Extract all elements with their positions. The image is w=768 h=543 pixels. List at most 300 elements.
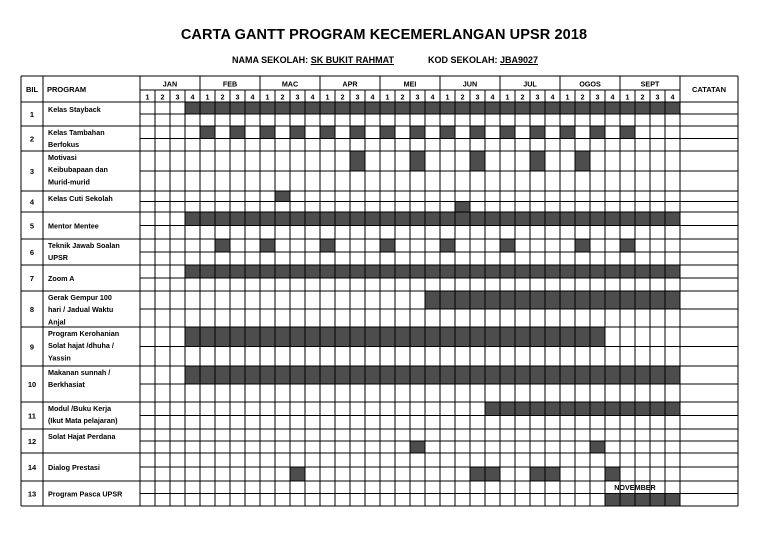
gantt-bar-cell bbox=[500, 402, 515, 416]
gantt-bar-cell bbox=[590, 102, 605, 114]
gantt-bar-cell bbox=[560, 212, 575, 226]
gantt-bar-cell bbox=[485, 327, 500, 347]
gantt-bar-cell bbox=[215, 265, 230, 278]
gantt-bar-cell bbox=[380, 239, 395, 252]
week-label: 2 bbox=[400, 92, 405, 102]
gantt-bar-cell bbox=[335, 366, 350, 384]
gantt-bar-cell bbox=[275, 265, 290, 278]
gantt-bar-cell bbox=[320, 265, 335, 278]
gantt-bar-cell bbox=[515, 402, 530, 416]
gantt-bar-cell bbox=[635, 494, 650, 507]
gantt-bar-cell bbox=[395, 327, 410, 347]
row-number: 6 bbox=[29, 248, 35, 257]
program-name: Motivasi bbox=[48, 153, 77, 162]
gantt-bar-cell bbox=[590, 126, 605, 139]
gantt-bar-cell bbox=[230, 265, 245, 278]
gantt-bar-cell bbox=[200, 212, 215, 226]
month-label: FEB bbox=[222, 79, 238, 89]
gantt-bar-cell bbox=[575, 102, 590, 114]
row-number: 3 bbox=[29, 167, 35, 176]
gantt-bar-cell bbox=[440, 239, 455, 252]
header-bil: BIL bbox=[25, 85, 39, 94]
school-name-label: NAMA SEKOLAH: bbox=[232, 55, 309, 65]
gantt-bar-cell bbox=[500, 327, 515, 347]
program-name: Kelas Stayback bbox=[48, 105, 101, 114]
month-label: APR bbox=[342, 79, 358, 89]
gantt-bar-cell bbox=[410, 212, 425, 226]
gantt-bar-cell bbox=[635, 102, 650, 114]
week-label: 3 bbox=[415, 92, 420, 102]
gantt-bar-cell bbox=[380, 265, 395, 278]
gantt-bar-cell bbox=[635, 265, 650, 278]
gantt-bar-cell bbox=[530, 265, 545, 278]
gantt-bar-cell bbox=[590, 291, 605, 309]
gantt-bar-cell bbox=[545, 212, 560, 226]
gantt-bar-cell bbox=[530, 467, 545, 481]
gantt-bar-cell bbox=[545, 102, 560, 114]
gantt-bar-cell bbox=[440, 102, 455, 114]
week-label: 3 bbox=[175, 92, 180, 102]
gantt-bar-cell bbox=[260, 102, 275, 114]
gantt-bar-cell bbox=[260, 239, 275, 252]
gantt-bar-cell bbox=[215, 102, 230, 114]
gantt-bar-cell bbox=[410, 151, 425, 171]
week-label: 3 bbox=[595, 92, 600, 102]
gantt-bar-cell bbox=[350, 151, 365, 171]
gantt-bar-cell bbox=[245, 212, 260, 226]
gantt-bar-cell bbox=[230, 126, 245, 139]
gantt-bar-cell bbox=[260, 126, 275, 139]
week-label: 4 bbox=[190, 92, 195, 102]
gantt-bar-cell bbox=[320, 126, 335, 139]
row-number: 9 bbox=[29, 342, 35, 352]
week-label: 2 bbox=[340, 92, 345, 102]
row-note: NOVEMBER bbox=[614, 483, 656, 492]
gantt-bar-cell bbox=[485, 102, 500, 114]
gantt-bar-cell bbox=[530, 402, 545, 416]
gantt-bar-cell bbox=[665, 494, 680, 507]
gantt-bar-cell bbox=[365, 102, 380, 114]
program-name: Teknik Jawab Soalan bbox=[48, 241, 120, 250]
gantt-bar-cell bbox=[650, 102, 665, 114]
month-label: SEPT bbox=[640, 79, 660, 89]
gantt-bar-cell bbox=[230, 366, 245, 384]
gantt-bar-cell bbox=[440, 327, 455, 347]
gantt-bar-cell bbox=[545, 366, 560, 384]
gantt-bar-cell bbox=[620, 239, 635, 252]
month-label: OGOS bbox=[579, 79, 601, 89]
gantt-bar-cell bbox=[620, 126, 635, 139]
week-label: 1 bbox=[205, 92, 210, 102]
gantt-bar-cell bbox=[215, 212, 230, 226]
week-label: 4 bbox=[370, 92, 375, 102]
gantt-bar-cell bbox=[185, 265, 200, 278]
gantt-bar-cell bbox=[185, 366, 200, 384]
gantt-bar-cell bbox=[590, 402, 605, 416]
gantt-bar-cell bbox=[470, 151, 485, 171]
gantt-bar-cell bbox=[425, 102, 440, 114]
gantt-bar-cell bbox=[410, 265, 425, 278]
gantt-bar-cell bbox=[425, 327, 440, 347]
gantt-bar-cell bbox=[230, 212, 245, 226]
week-label: 3 bbox=[295, 92, 300, 102]
week-label: 2 bbox=[520, 92, 525, 102]
gantt-bar-cell bbox=[575, 212, 590, 226]
row-number: 4 bbox=[29, 197, 35, 207]
gantt-bar-cell bbox=[260, 366, 275, 384]
gantt-bar-cell bbox=[350, 327, 365, 347]
gantt-bar-cell bbox=[560, 327, 575, 347]
gantt-bar-cell bbox=[545, 265, 560, 278]
gantt-bar-cell bbox=[230, 102, 245, 114]
gantt-bar-cell bbox=[365, 265, 380, 278]
gantt-bar-cell bbox=[485, 291, 500, 309]
gantt-bar-cell bbox=[605, 494, 620, 507]
gantt-bar-cell bbox=[455, 327, 470, 347]
program-name: Zoom A bbox=[48, 274, 75, 283]
gantt-bar-cell bbox=[245, 327, 260, 347]
gantt-bar-cell bbox=[665, 102, 680, 114]
row-number: 12 bbox=[27, 437, 37, 446]
gantt-bar-cell bbox=[530, 327, 545, 347]
gantt-bar-cell bbox=[575, 239, 590, 252]
gantt-bar-cell bbox=[530, 151, 545, 171]
gantt-bar-cell bbox=[440, 291, 455, 309]
gantt-bar-cell bbox=[620, 494, 635, 507]
gantt-bar-cell bbox=[485, 212, 500, 226]
gantt-bar-cell bbox=[440, 366, 455, 384]
gantt-bar-cell bbox=[410, 441, 425, 453]
gantt-bar-cell bbox=[515, 327, 530, 347]
gantt-bar-cell bbox=[620, 102, 635, 114]
gantt-bar-cell bbox=[200, 265, 215, 278]
row-number: 8 bbox=[29, 305, 35, 314]
week-label: 1 bbox=[445, 92, 450, 102]
gantt-bar-cell bbox=[425, 291, 440, 309]
gantt-bar-cell bbox=[560, 126, 575, 139]
gantt-bar-cell bbox=[650, 402, 665, 416]
gantt-bar-cell bbox=[620, 265, 635, 278]
program-name: UPSR bbox=[48, 253, 68, 263]
gantt-bar-cell bbox=[530, 366, 545, 384]
gantt-bar-cell bbox=[275, 191, 290, 202]
week-label: 3 bbox=[475, 92, 480, 102]
week-label: 3 bbox=[235, 92, 240, 102]
month-label: MAC bbox=[281, 79, 299, 89]
gantt-bar-cell bbox=[245, 265, 260, 278]
week-label: 1 bbox=[565, 92, 570, 102]
week-label: 2 bbox=[460, 92, 465, 102]
gantt-bar-cell bbox=[395, 212, 410, 226]
program-name: Gerak Gempur 100 bbox=[48, 293, 112, 302]
gantt-bar-cell bbox=[665, 265, 680, 278]
gantt-bar-cell bbox=[650, 494, 665, 507]
gantt-bar-cell bbox=[320, 212, 335, 226]
gantt-bar-cell bbox=[410, 102, 425, 114]
gantt-bar-cell bbox=[530, 126, 545, 139]
school-code-value: JBA9027 bbox=[500, 55, 539, 65]
program-name: Anjal bbox=[48, 317, 66, 327]
gantt-bar-cell bbox=[500, 126, 515, 139]
gantt-bar-cell bbox=[665, 212, 680, 226]
gantt-bar-cell bbox=[440, 126, 455, 139]
gantt-bar-cell bbox=[335, 212, 350, 226]
gantt-bar-cell bbox=[530, 102, 545, 114]
gantt-bar-cell bbox=[605, 467, 620, 481]
gantt-bar-cell bbox=[380, 102, 395, 114]
program-name: Kelas Cuti Sekolah bbox=[48, 194, 113, 203]
gantt-bar-cell bbox=[590, 265, 605, 278]
gantt-bar-cell bbox=[350, 126, 365, 139]
gantt-bar-cell bbox=[200, 366, 215, 384]
gantt-bar-cell bbox=[575, 366, 590, 384]
gantt-bar-cell bbox=[560, 102, 575, 114]
gantt-bar-cell bbox=[650, 265, 665, 278]
gantt-bar-cell bbox=[305, 366, 320, 384]
gantt-bar-cell bbox=[200, 102, 215, 114]
week-label: 2 bbox=[280, 92, 285, 102]
week-label: 3 bbox=[655, 92, 660, 102]
gantt-bar-cell bbox=[275, 102, 290, 114]
week-label: 1 bbox=[265, 92, 270, 102]
gantt-bar-cell bbox=[635, 212, 650, 226]
gantt-bar-cell bbox=[560, 291, 575, 309]
gantt-bar-cell bbox=[440, 212, 455, 226]
gantt-bar-cell bbox=[590, 366, 605, 384]
month-label: MEI bbox=[403, 79, 417, 89]
gantt-bar-cell bbox=[425, 265, 440, 278]
gantt-bar-cell bbox=[605, 291, 620, 309]
school-code-label: KOD SEKOLAH: bbox=[428, 55, 498, 65]
program-name: Program Pasca UPSR bbox=[48, 489, 123, 499]
gantt-bar-cell bbox=[320, 239, 335, 252]
gantt-bar-cell bbox=[500, 212, 515, 226]
week-label: 2 bbox=[160, 92, 165, 102]
gantt-bar-cell bbox=[455, 291, 470, 309]
gantt-bar-cell bbox=[275, 366, 290, 384]
program-name: Berkhasiat bbox=[48, 380, 85, 390]
gantt-bar-cell bbox=[455, 202, 470, 213]
gantt-bar-cell bbox=[470, 327, 485, 347]
week-label: 1 bbox=[385, 92, 390, 102]
week-label: 3 bbox=[535, 92, 540, 102]
program-name: Murid-murid bbox=[48, 177, 90, 187]
gantt-bar-cell bbox=[500, 239, 515, 252]
gantt-bar-cell bbox=[320, 102, 335, 114]
gantt-bar-cell bbox=[410, 327, 425, 347]
week-label: 4 bbox=[670, 92, 675, 102]
gantt-bar-cell bbox=[650, 212, 665, 226]
gantt-bar-cell bbox=[485, 467, 500, 481]
week-label: 1 bbox=[145, 92, 150, 102]
gantt-bar-cell bbox=[650, 291, 665, 309]
row-number: 10 bbox=[27, 380, 37, 389]
gantt-bar-cell bbox=[470, 212, 485, 226]
gantt-bar-cell bbox=[260, 265, 275, 278]
week-label: 2 bbox=[220, 92, 225, 102]
week-label: 4 bbox=[610, 92, 615, 102]
gantt-bar-cell bbox=[380, 212, 395, 226]
gantt-bar-cell bbox=[470, 467, 485, 481]
gantt-bar-cell bbox=[275, 327, 290, 347]
gantt-bar-cell bbox=[455, 366, 470, 384]
gantt-bar-cell bbox=[305, 327, 320, 347]
gantt-bar-cell bbox=[620, 212, 635, 226]
gantt-bar-cell bbox=[665, 291, 680, 309]
gantt-bar-cell bbox=[470, 102, 485, 114]
gantt-bar-cell bbox=[620, 291, 635, 309]
gantt-bar-cell bbox=[575, 151, 590, 171]
gantt-bar-cell bbox=[365, 366, 380, 384]
week-label: 4 bbox=[550, 92, 555, 102]
gantt-bar-cell bbox=[650, 366, 665, 384]
gantt-bar-cell bbox=[185, 102, 200, 114]
gantt-bar-cell bbox=[500, 102, 515, 114]
gantt-bar-cell bbox=[320, 327, 335, 347]
gantt-bar-cell bbox=[290, 102, 305, 114]
gantt-bar-cell bbox=[290, 126, 305, 139]
gantt-bar-cell bbox=[515, 212, 530, 226]
row-number: 13 bbox=[27, 489, 37, 499]
gantt-bar-cell bbox=[530, 212, 545, 226]
program-name: Modul /Buku Kerja bbox=[48, 404, 112, 413]
program-name: Berfokus bbox=[48, 140, 80, 150]
gantt-bar-cell bbox=[215, 327, 230, 347]
week-label: 3 bbox=[355, 92, 360, 102]
gantt-bar-cell bbox=[305, 265, 320, 278]
gantt-bar-cell bbox=[395, 265, 410, 278]
gantt-bar-cell bbox=[425, 366, 440, 384]
program-name: Solat hajat /dhuha / bbox=[48, 341, 114, 351]
gantt-bar-cell bbox=[635, 366, 650, 384]
gantt-bar-cell bbox=[275, 212, 290, 226]
gantt-bar-cell bbox=[215, 239, 230, 252]
gantt-bar-cell bbox=[545, 402, 560, 416]
gantt-bar-cell bbox=[350, 102, 365, 114]
program-name: Makanan sunnah / bbox=[48, 368, 111, 377]
gantt-bar-cell bbox=[245, 366, 260, 384]
gantt-bar-cell bbox=[290, 212, 305, 226]
gantt-bar-cell bbox=[515, 265, 530, 278]
gantt-bar-cell bbox=[500, 265, 515, 278]
gantt-bar-cell bbox=[620, 366, 635, 384]
gantt-bar-cell bbox=[200, 126, 215, 139]
gantt-bar-cell bbox=[605, 212, 620, 226]
gantt-bar-cell bbox=[575, 327, 590, 347]
gantt-bar-cell bbox=[605, 265, 620, 278]
gantt-bar-cell bbox=[560, 265, 575, 278]
month-label: JAN bbox=[162, 79, 178, 89]
gantt-bar-cell bbox=[515, 366, 530, 384]
gantt-bar-cell bbox=[605, 102, 620, 114]
week-label: 2 bbox=[640, 92, 645, 102]
gantt-bar-cell bbox=[395, 366, 410, 384]
gantt-bar-cell bbox=[260, 327, 275, 347]
program-name: (Ikut Mata pelajaran) bbox=[48, 416, 118, 426]
gantt-bar-cell bbox=[425, 212, 440, 226]
program-name: Keibubapaan dan bbox=[48, 165, 108, 175]
gantt-bar-cell bbox=[395, 102, 410, 114]
chart-title: CARTA GANTT PROGRAM KECEMERLANGAN UPSR 2018 bbox=[180, 27, 588, 43]
program-name: Mentor Mentee bbox=[48, 221, 99, 231]
row-number: 7 bbox=[29, 274, 35, 283]
gantt-bar-cell bbox=[515, 102, 530, 114]
gantt-bar-cell bbox=[365, 212, 380, 226]
gantt-bar-cell bbox=[335, 327, 350, 347]
gantt-bar-cell bbox=[335, 102, 350, 114]
month-label: JUN bbox=[462, 79, 478, 89]
gantt-bar-cell bbox=[380, 126, 395, 139]
week-label: 1 bbox=[325, 92, 330, 102]
gantt-bar-cell bbox=[485, 366, 500, 384]
week-label: 4 bbox=[490, 92, 495, 102]
gantt-bar-cell bbox=[530, 291, 545, 309]
gantt-bar-cell bbox=[455, 212, 470, 226]
week-label: 4 bbox=[250, 92, 255, 102]
gantt-bar-cell bbox=[320, 366, 335, 384]
gantt-bar-cell bbox=[470, 366, 485, 384]
month-label: JUL bbox=[523, 79, 537, 89]
week-label: 4 bbox=[430, 92, 435, 102]
gantt-bar-cell bbox=[260, 212, 275, 226]
gantt-bar-cell bbox=[335, 265, 350, 278]
gantt-bar-cell bbox=[470, 265, 485, 278]
gantt-bar-cell bbox=[485, 402, 500, 416]
gantt-bar-cell bbox=[590, 212, 605, 226]
week-label: 1 bbox=[625, 92, 630, 102]
week-label: 4 bbox=[310, 92, 315, 102]
gantt-bar-cell bbox=[350, 265, 365, 278]
gantt-bar-cell bbox=[485, 265, 500, 278]
gantt-bar-cell bbox=[290, 265, 305, 278]
gantt-bar-cell bbox=[305, 212, 320, 226]
gantt-bar-cell bbox=[455, 265, 470, 278]
gantt-bar-cell bbox=[185, 212, 200, 226]
gantt-bar-cell bbox=[365, 327, 380, 347]
row-number: 1 bbox=[29, 110, 35, 119]
gantt-bar-cell bbox=[545, 291, 560, 309]
gantt-bar-cell bbox=[560, 366, 575, 384]
row-number: 5 bbox=[29, 221, 35, 231]
gantt-bar-cell bbox=[635, 291, 650, 309]
gantt-bar-cell bbox=[350, 212, 365, 226]
row-number: 14 bbox=[27, 463, 37, 472]
gantt-bar-cell bbox=[440, 265, 455, 278]
gantt-bar-cell bbox=[500, 291, 515, 309]
program-name: Dialog Prestasi bbox=[48, 463, 100, 472]
gantt-bar-cell bbox=[470, 126, 485, 139]
gantt-bar-cell bbox=[500, 366, 515, 384]
gantt-bar-cell bbox=[455, 102, 470, 114]
program-name: hari / Jadual Waktu bbox=[48, 305, 114, 315]
gantt-bar-cell bbox=[545, 467, 560, 481]
gantt-bar-cell bbox=[185, 327, 200, 347]
gantt-bar-cell bbox=[590, 441, 605, 453]
gantt-bar-cell bbox=[230, 327, 245, 347]
gantt-bar-cell bbox=[620, 402, 635, 416]
row-number: 2 bbox=[29, 134, 35, 144]
gantt-bar-cell bbox=[290, 366, 305, 384]
gantt-bar-cell bbox=[545, 327, 560, 347]
program-name: Solat Hajat Perdana bbox=[48, 432, 116, 441]
row-number: 11 bbox=[28, 411, 36, 421]
gantt-bar-cell bbox=[575, 291, 590, 309]
week-label: 2 bbox=[580, 92, 585, 102]
gantt-bar-cell bbox=[575, 402, 590, 416]
gantt-bar-cell bbox=[560, 402, 575, 416]
gantt-bar-cell bbox=[665, 366, 680, 384]
gantt-bar-cell bbox=[245, 102, 260, 114]
